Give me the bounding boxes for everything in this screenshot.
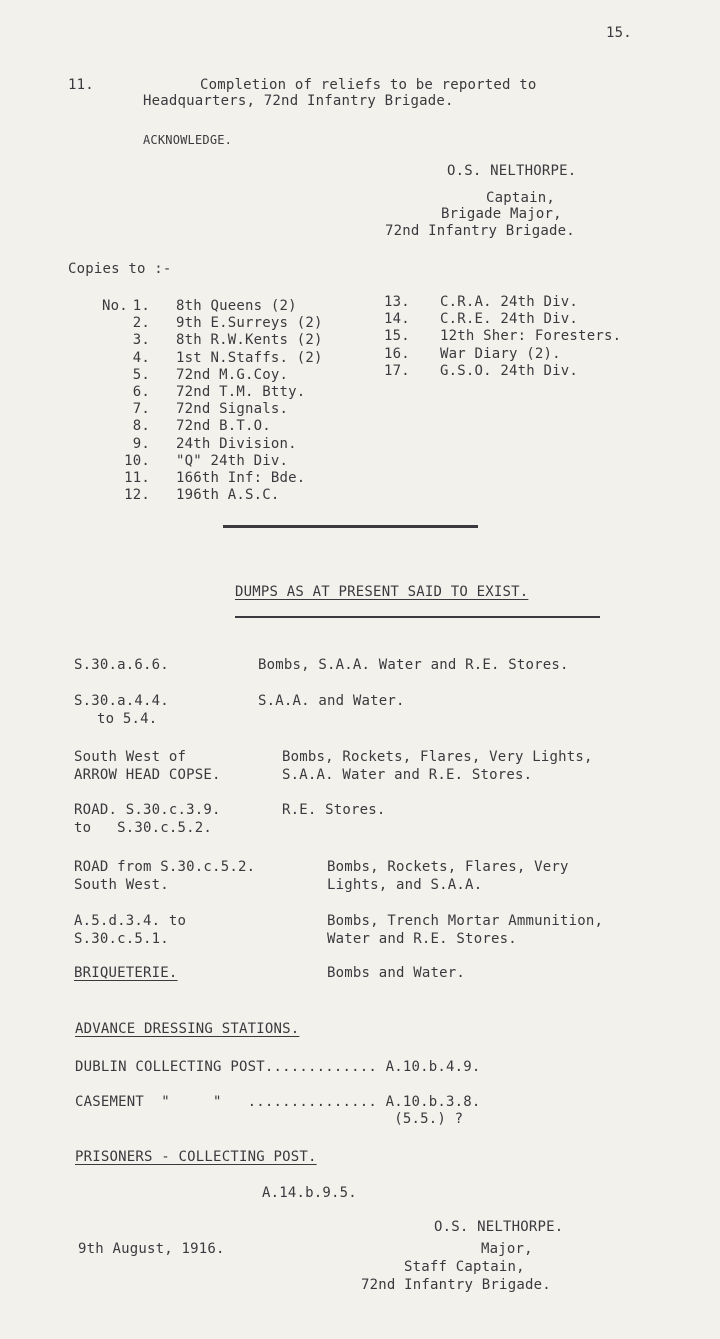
sig2-unit: 72nd Infantry Brigade.: [361, 1277, 551, 1293]
copy-number: 8.: [132, 418, 150, 435]
dump-location: S.30.a.6.6.: [74, 657, 169, 673]
dumps-heading-rule: [235, 616, 600, 618]
copy-recipient: 72nd T.M. Btty.: [176, 384, 306, 400]
copy-recipient: 72nd B.T.O.: [176, 418, 271, 435]
dump-location-cont: to S.30.c.5.2.: [74, 820, 213, 836]
dump-contents-cont: Lights, and S.A.A.: [327, 877, 483, 893]
prisoners-ref: A.14.b.9.5.: [262, 1185, 357, 1201]
copy-recipient: War Diary (2).: [440, 345, 561, 362]
copy-number: 16.: [384, 345, 410, 362]
para11-line2: Headquarters, 72nd Infantry Brigade.: [143, 93, 454, 109]
copy-recipient: 196th A.S.C.: [176, 487, 280, 504]
dump-location: A.5.d.3.4. to: [74, 913, 187, 929]
dump-contents: R.E. Stores.: [282, 802, 386, 818]
copy-number: 1.: [132, 298, 150, 314]
sig2-name: O.S. NELTHORPE.: [434, 1219, 564, 1235]
ads-line-note: (5.5.) ?: [75, 1111, 464, 1127]
copy-number: 5.: [132, 366, 150, 383]
copy-recipient: 72nd M.G.Coy.: [176, 366, 289, 383]
copy-recipient: 166th Inf: Bde.: [176, 470, 306, 486]
dump-contents: Bombs, Rockets, Flares, Very: [327, 859, 569, 875]
dump-contents-cont: Water and R.E. Stores.: [327, 931, 517, 947]
copy-number: 2.: [132, 315, 150, 332]
copy-recipient: 12th Sher: Foresters.: [440, 328, 622, 345]
copies-prefix: No.: [102, 298, 128, 314]
sig1-name: O.S. NELTHORPE.: [447, 163, 577, 179]
dump-contents: S.A.A. and Water.: [258, 693, 405, 709]
copy-recipient: 1st N.Staffs. (2): [176, 349, 323, 366]
copy-number: 6.: [132, 384, 150, 400]
para11-line1: Completion of reliefs to be reported to: [200, 77, 537, 93]
copy-number: 3.: [132, 332, 150, 349]
dump-contents-cont: S.A.A. Water and R.E. Stores.: [282, 767, 533, 783]
copy-recipient: "Q" 24th Div.: [176, 452, 289, 469]
dump-contents: Bombs, Trench Mortar Ammunition,: [327, 913, 604, 929]
copy-number: 11.: [124, 470, 150, 486]
copy-recipient: C.R.A. 24th Div.: [440, 294, 579, 310]
dump-contents: Bombs and Water.: [327, 965, 466, 981]
copy-number: 12.: [124, 487, 150, 504]
document-date: 9th August, 1916.: [78, 1241, 225, 1257]
para11-number: 11.: [68, 77, 94, 93]
sig1-rank: Captain,: [486, 190, 556, 206]
copy-number: 9.: [132, 435, 150, 452]
sig1-unit: 72nd Infantry Brigade.: [385, 223, 575, 239]
acknowledge-text: ACKNOWLEDGE.: [143, 133, 233, 147]
copy-recipient: 8th Queens (2): [176, 298, 297, 314]
copy-number: 7.: [132, 401, 150, 418]
copy-recipient: 8th R.W.Kents (2): [176, 332, 323, 349]
dump-location-cont: S.30.c.5.1.: [74, 931, 169, 947]
dump-location: South West of: [74, 749, 187, 765]
dump-location-cont: to 5.4.: [97, 711, 158, 727]
sig2-rank: Major,: [481, 1241, 533, 1257]
prisoners-heading: PRISONERS - COLLECTING POST.: [75, 1149, 317, 1165]
page-number: 15.: [606, 25, 632, 41]
dump-location: BRIQUETERIE.: [74, 965, 178, 981]
copy-number: 4.: [132, 349, 150, 366]
dump-location: ROAD. S.30.c.3.9.: [74, 802, 221, 818]
copy-recipient: 24th Division.: [176, 435, 297, 452]
ads-heading: ADVANCE DRESSING STATIONS.: [75, 1021, 300, 1037]
dump-location: ROAD from S.30.c.5.2.: [74, 859, 256, 875]
copy-number: 17.: [384, 362, 410, 379]
ads-line-dublin: DUBLIN COLLECTING POST............. A.10.b.4.9.: [75, 1059, 481, 1075]
dump-contents: Bombs, Rockets, Flares, Very Lights,: [282, 749, 593, 765]
section-divider: [223, 525, 478, 528]
dumps-heading: DUMPS AS AT PRESENT SAID TO EXIST.: [235, 584, 529, 600]
dump-location: S.30.a.4.4.: [74, 693, 169, 709]
ads-line-casement: CASEMENT " " ............... A.10.b.3.8.: [75, 1094, 481, 1110]
sig2-title: Staff Captain,: [404, 1259, 525, 1275]
copy-recipient: G.S.O. 24th Div.: [440, 362, 579, 379]
copy-recipient: 9th E.Surreys (2): [176, 315, 323, 332]
dump-location-cont: ARROW HEAD COPSE.: [74, 767, 221, 783]
copy-recipient: C.R.E. 24th Div.: [440, 311, 579, 328]
copy-number: 13.: [384, 294, 410, 310]
copy-number: 10.: [124, 452, 150, 469]
copies-heading: Copies to :-: [68, 261, 172, 277]
sig1-title: Brigade Major,: [441, 206, 562, 222]
dump-location-cont: South West.: [74, 877, 169, 893]
copy-number: 15.: [384, 328, 410, 345]
copy-recipient: 72nd Signals.: [176, 401, 289, 418]
dump-contents: Bombs, S.A.A. Water and R.E. Stores.: [258, 657, 569, 673]
copy-number: 14.: [384, 311, 410, 328]
